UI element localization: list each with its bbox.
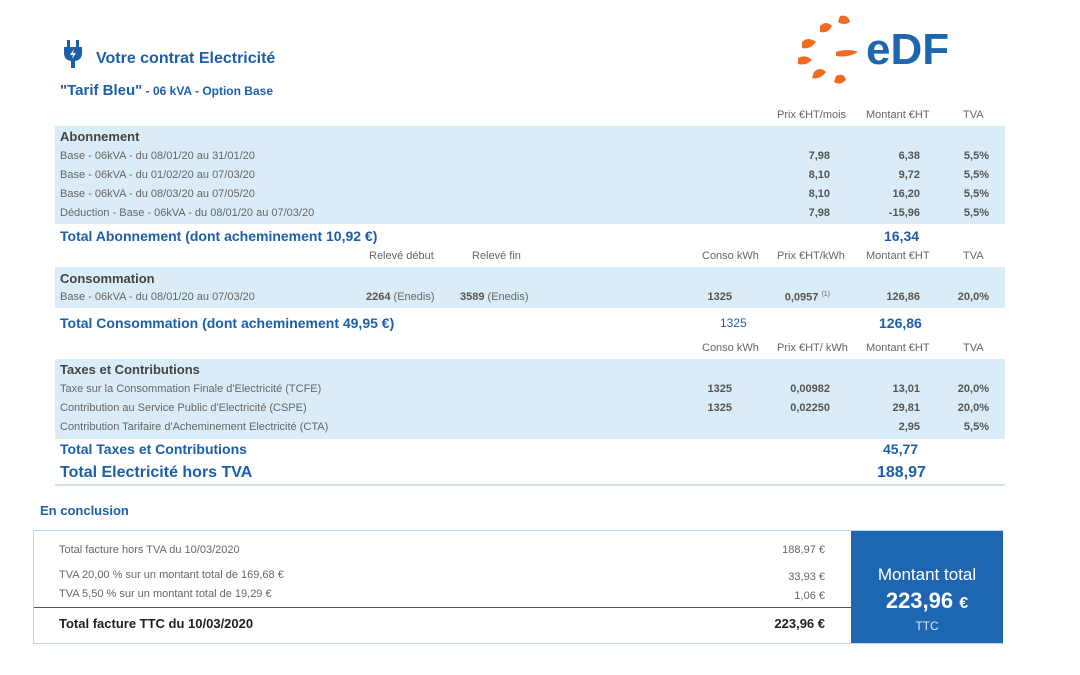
montant-total-amount: 223,96 € bbox=[885, 588, 969, 613]
table-row: Taxe sur la Consommation Finale d'Electricité (TCFE) 1325 0,00982 13,01 20,0% bbox=[60, 383, 989, 395]
table-row: Déduction - Base - 06kVA - du 08/01/20 au 07/03/20 7,98 -15,96 5,5% bbox=[60, 207, 989, 219]
conclusion-value: 33,93 € bbox=[788, 571, 825, 583]
col-tva: TVA bbox=[963, 250, 984, 262]
consommation-title: Consommation bbox=[60, 271, 155, 286]
total-consommation-label: Total Consommation (dont acheminement 49,95 €) bbox=[60, 315, 395, 331]
conclusion-value: 1,06 € bbox=[794, 590, 825, 602]
montant-total-ttc: TTC bbox=[915, 619, 939, 633]
table-row: Base - 06kVA - du 08/01/20 au 31/01/20 7,98 6,38 5,5% bbox=[60, 150, 989, 162]
tariff-subtitle bbox=[60, 82, 273, 100]
table-row: Contribution Tarifaire d'Acheminement Electricité (CTA) 2,95 5,5% bbox=[60, 421, 989, 433]
col-prix-kwh: Prix €HT/ kWh bbox=[777, 342, 848, 354]
total-consommation-value: 126,86 bbox=[879, 315, 922, 331]
col-tva: TVA bbox=[963, 342, 984, 354]
col-montant: Montant €HT bbox=[866, 342, 930, 354]
total-consommation-conso: 1325 bbox=[720, 316, 747, 330]
col-releve-fin: Relevé fin bbox=[472, 250, 521, 262]
taxes-title: Taxes et Contributions bbox=[60, 362, 200, 377]
conclusion-line: Total facture hors TVA du 10/03/2020 bbox=[59, 544, 240, 556]
conclusion-value: 188,97 € bbox=[782, 544, 825, 556]
montant-total-box bbox=[851, 531, 1003, 643]
table-row: Base - 06kVA - du 08/03/20 au 07/05/20 8,10 16,20 5,5% bbox=[60, 188, 989, 200]
montant-total-label: Montant total bbox=[877, 565, 977, 584]
conclusion-title: En conclusion bbox=[40, 503, 129, 518]
plug-icon bbox=[62, 40, 84, 68]
total-taxes-label: Total Taxes et Contributions bbox=[60, 441, 247, 457]
col-conso: Conso kWh bbox=[702, 342, 759, 354]
table-row: Base - 06kVA - du 01/02/20 au 07/03/20 8,10 9,72 5,5% bbox=[60, 169, 989, 181]
col-tva: TVA bbox=[963, 109, 984, 121]
col-conso: Conso kWh bbox=[702, 250, 759, 262]
tariff-detail: - 06 kVA - Option Base bbox=[142, 84, 273, 98]
table-row: Contribution au Service Public d'Electricité (CSPE) 1325 0,02250 29,81 20,0% bbox=[60, 402, 989, 414]
col-montant: Montant €HT bbox=[866, 250, 930, 262]
conclusion-total-value: 223,96 € bbox=[774, 616, 825, 631]
total-ht-value: 188,97 bbox=[877, 464, 926, 481]
total-taxes-value: 45,77 bbox=[883, 441, 919, 457]
col-prix-mois: Prix €HT/mois bbox=[777, 109, 847, 121]
contract-title: Votre contrat Electricité bbox=[96, 50, 276, 67]
edf-logo bbox=[796, 12, 976, 92]
col-montant: Montant €HT bbox=[866, 109, 930, 121]
col-releve-debut: Relevé début bbox=[369, 250, 434, 262]
conclusion-box bbox=[33, 530, 1003, 644]
conclusion-divider bbox=[34, 607, 851, 608]
total-abonnement-value: 16,34 bbox=[884, 228, 920, 244]
col-prix-kwh: Prix €HT/kWh bbox=[777, 250, 845, 262]
tariff-name: "Tarif Bleu" bbox=[60, 82, 143, 99]
conclusion-line: TVA 20,00 % sur un montant total de 169,68 € bbox=[59, 569, 284, 581]
abonnement-title: Abonnement bbox=[60, 129, 140, 144]
logo-text: eDF bbox=[866, 25, 950, 74]
total-abonnement-label: Total Abonnement (dont acheminement 10,92 €) bbox=[60, 228, 378, 244]
section-divider bbox=[55, 484, 1005, 486]
total-ht-label: Total Electricité hors TVA bbox=[60, 464, 253, 481]
table-row: Base - 06kVA - du 08/01/20 au 07/03/20 2264 (Enedis) 3589 (Enedis) 1325 0,0957 $^{(1)}$ 126,86 20,0% bbox=[60, 291, 989, 304]
conclusion-line: TVA 5,50 % sur un montant total de 19,29 € bbox=[59, 588, 272, 600]
conclusion-total-label: Total facture TTC du 10/03/2020 bbox=[59, 616, 254, 631]
